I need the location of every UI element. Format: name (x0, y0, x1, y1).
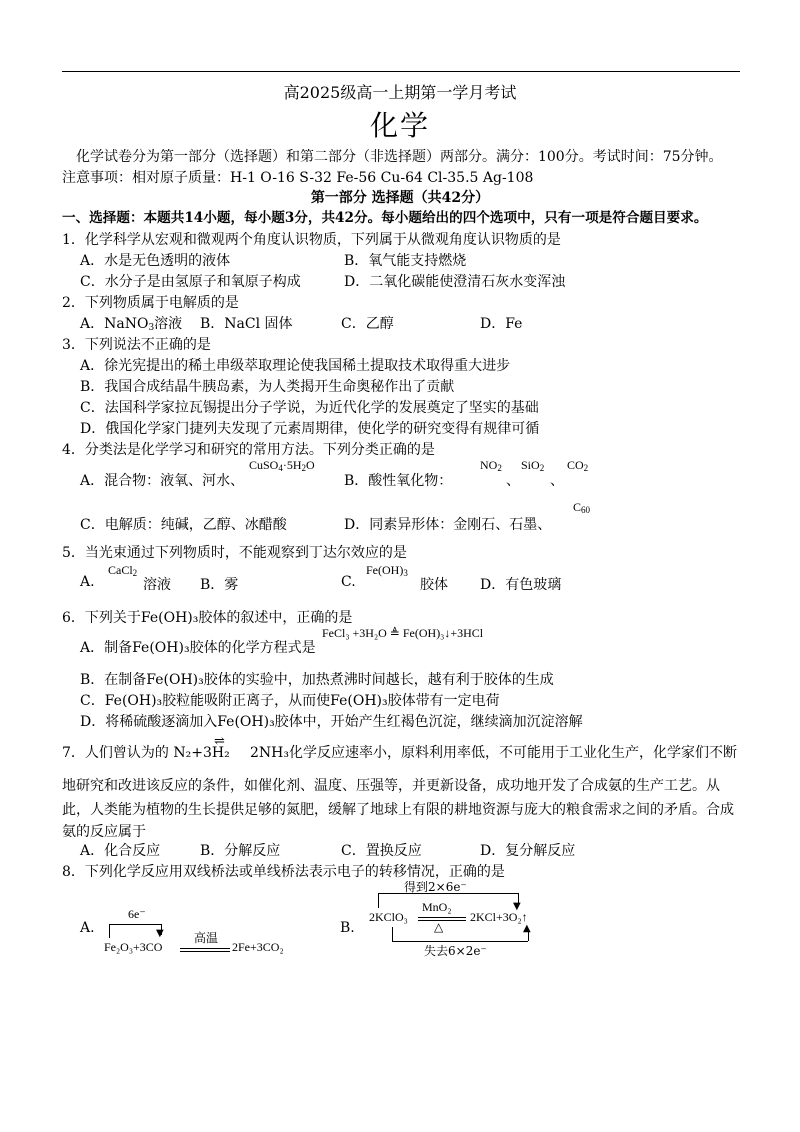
q7-equilibrium-mark: ⇌ (214, 734, 225, 749)
q8-option-b-label: B. (340, 920, 355, 936)
q7-stem-part1: 7．人们曾认为的 N₂+3H₂ (62, 745, 230, 761)
exam-notice: 注意事项：相对原子质量：H-1 O-16 S-32 Fe-56 Cu-64 Cl-35.5 Ag-108 (62, 170, 534, 186)
q4-option-b-no2: $NO_2$ (480, 458, 502, 473)
q4-option-a: A．混合物：液氧、河水、 (80, 473, 245, 489)
q6-option-a: A．制备Fe(OH)₃胶体的化学方程式是 (80, 640, 316, 656)
q7-option-c: C．置换反应 (341, 843, 422, 859)
q4-option-b-co2: $CO_2$ (567, 458, 589, 473)
q8-option-b-gain-arrowhead-icon: ▼ (513, 901, 521, 912)
subject-title: 化学 (369, 109, 430, 142)
q6-option-a-equation: FeCl₃ +3H₂O ≜ Fe(OH)₃↓+3HCl (322, 626, 484, 640)
q4-option-a-formula: $CuSO_4\cdot 5H_2O$ (249, 458, 315, 473)
q8-option-b-heat: △ (434, 920, 444, 934)
q4-option-b-sep2: 、 (550, 473, 564, 489)
q8-option-a-equals-top (180, 948, 230, 949)
q8-option-b-loss-label: 失去6×2e⁻ (424, 944, 487, 958)
q3-stem: 3．下列说法不正确的是 (62, 337, 211, 353)
q2-stem: 2．下列物质属于电解质的是 (62, 295, 239, 311)
q8-option-b-equals-top (418, 917, 466, 918)
q8-option-b-products: 2KCl+3O₂↑ (470, 910, 528, 924)
q8-option-b-loss-left (392, 927, 393, 941)
q5-option-c-formula: $Fe(OH)_3$ (366, 563, 408, 578)
q8-option-a-bridge-top (109, 924, 161, 925)
q2-option-b: B．NaCl 固体 (200, 316, 293, 332)
q8-option-b-catalyst: MnO₂ (422, 900, 452, 914)
q5-option-c-text: 胶体 (420, 577, 448, 593)
q2-option-c: C．乙醇 (341, 316, 394, 332)
q5-stem: 5．当光束通过下列物质时，不能观察到丁达尔效应的是 (62, 545, 407, 561)
q8-option-b-gain-label: 得到2×6e⁻ (404, 880, 467, 894)
q8-option-b-gain-line (378, 893, 518, 894)
q1-option-d: D．二氧化碳能使澄清石灰水变浑浊 (344, 274, 566, 290)
q3-option-d: D．俄国化学家门捷列夫发现了元素周期律，使化学的研究变得有规律可循 (80, 421, 540, 437)
q4-option-c: C．电解质：纯碱，乙醇、冰醋酸 (80, 517, 287, 533)
q6-stem: 6．下列关于Fe(OH)₃胶体的叙述中，正确的是 (62, 610, 353, 626)
q7-option-a: A．化合反应 (80, 843, 161, 859)
q8-option-a-products: 2Fe+3CO₂ (232, 940, 284, 954)
q8-option-a-electrons: 6e⁻ (128, 907, 146, 921)
q4-option-d: D．同素异形体：金刚石、石墨、 (344, 517, 552, 533)
q7-line2: 地研究和改进该反应的条件，如催化剂、温度、压强等，并更新设备，成功地开发了合成氨的生产工艺。从 (62, 778, 720, 794)
q2-option-a: A．NaNO$_3$溶液 (80, 316, 183, 333)
q1-stem: 1．化学科学从宏观和微观两个角度认识物质，下列属于从微观角度认识物质的是 (62, 232, 561, 248)
q7-stem-part2: 2NH₃化学反应速率小，原料利用率低，不可能用于工业化生产，化学家们不断 (250, 745, 737, 761)
q1-option-b: B．氧气能支持燃烧 (344, 253, 467, 269)
q8-option-a-label: A. (80, 920, 95, 936)
q8-option-a-bridge-left (109, 924, 110, 938)
q7-line4: 氨的反应属于 (62, 824, 146, 840)
q7-option-b: B．分解反应 (200, 843, 281, 859)
q4-option-b-sep1: 、 (506, 473, 520, 489)
q3-option-b: B．我国合成结晶牛胰岛素，为人类揭开生命奥秘作出了贡献 (80, 379, 455, 395)
q8-option-a-equals-bottom (180, 951, 230, 952)
q5-option-c-label: C. (341, 574, 356, 590)
q8-option-b-reactant: 2KClO₃ (369, 910, 408, 924)
q6-option-b: B．在制备Fe(OH)₃胶体的实验中，加热煮沸时间越长，越有利于胶体的生成 (80, 672, 554, 688)
q8-option-b-loss-arrowhead-icon: ▲ (523, 923, 531, 934)
q8-option-b-gain-left (378, 893, 379, 908)
q4-option-b-sio2: SiO$_2$ (521, 458, 545, 473)
q3-option-c: C．法国科学家拉瓦锡提出分子学说，为近代化学的发展奠定了坚实的基础 (80, 400, 539, 416)
q6-option-c: C．Fe(OH)₃胶粒能吸附正离子，从而使Fe(OH)₃胶体带有一定电荷 (80, 693, 500, 709)
q4-option-d-c60: $C_{60}$ (573, 500, 591, 515)
q5-option-a-text: 溶液 (143, 577, 171, 593)
q5-option-d: D．有色玻璃 (480, 577, 562, 593)
q1-option-c: C．水分子是由氢原子和氧原子构成 (80, 274, 301, 290)
q8-option-a-condition: 高温 (194, 931, 219, 945)
q7-option-d: D．复分解反应 (480, 843, 576, 859)
q5-option-a-formula: CaCl$_2$ (108, 563, 138, 578)
exam-title: 高2025级高一上期第一学月考试 (283, 83, 517, 102)
section-instruction: 一、选择题：本题共14小题，每小题3分，共42分。每小题给出的四个选项中，只有一项是符合题目要求。 (62, 210, 708, 226)
exam-intro: 化学试卷分为第一部分（选择题）和第二部分（非选择题）两部分。满分：100分。考试时间：75分钟。 (76, 149, 723, 165)
q5-option-b: B．雾 (200, 577, 239, 593)
q6-option-d: D．将稀硫酸逐滴加入Fe(OH)₃胶体中，开始产生红褐色沉淀，继续滴加沉淀溶解 (80, 714, 583, 730)
q4-option-b: B．酸性氧化物： (344, 473, 453, 489)
q8-option-a-reactants: Fe₂O₃+3CO (104, 940, 163, 954)
q7-line3: 此，人类能为植物的生长提供足够的氮肥，缓解了地球上有限的耕地资源与庞大的粮食需求之间的矛盾。合成 (62, 802, 734, 818)
part1-title: 第一部分 选择题（共42分） (310, 190, 490, 206)
q8-option-a-arrowhead-icon: ▼ (156, 928, 164, 939)
q1-option-a: A．水是无色透明的液体 (80, 253, 231, 269)
q3-option-a: A．徐光宪提出的稀土串级萃取理论使我国稀土提取技术取得重大进步 (80, 358, 511, 374)
q5-option-a-label: A. (80, 574, 95, 590)
q8-stem: 8．下列化学反应用双线桥法或单线桥法表示电子的转移情况，正确的是 (62, 864, 505, 880)
top-rule (62, 71, 740, 72)
q4-stem: 4．分类法是化学学习和研究的常用方法。下列分类正确的是 (62, 442, 435, 458)
q2-option-d: D．Fe (480, 316, 523, 332)
